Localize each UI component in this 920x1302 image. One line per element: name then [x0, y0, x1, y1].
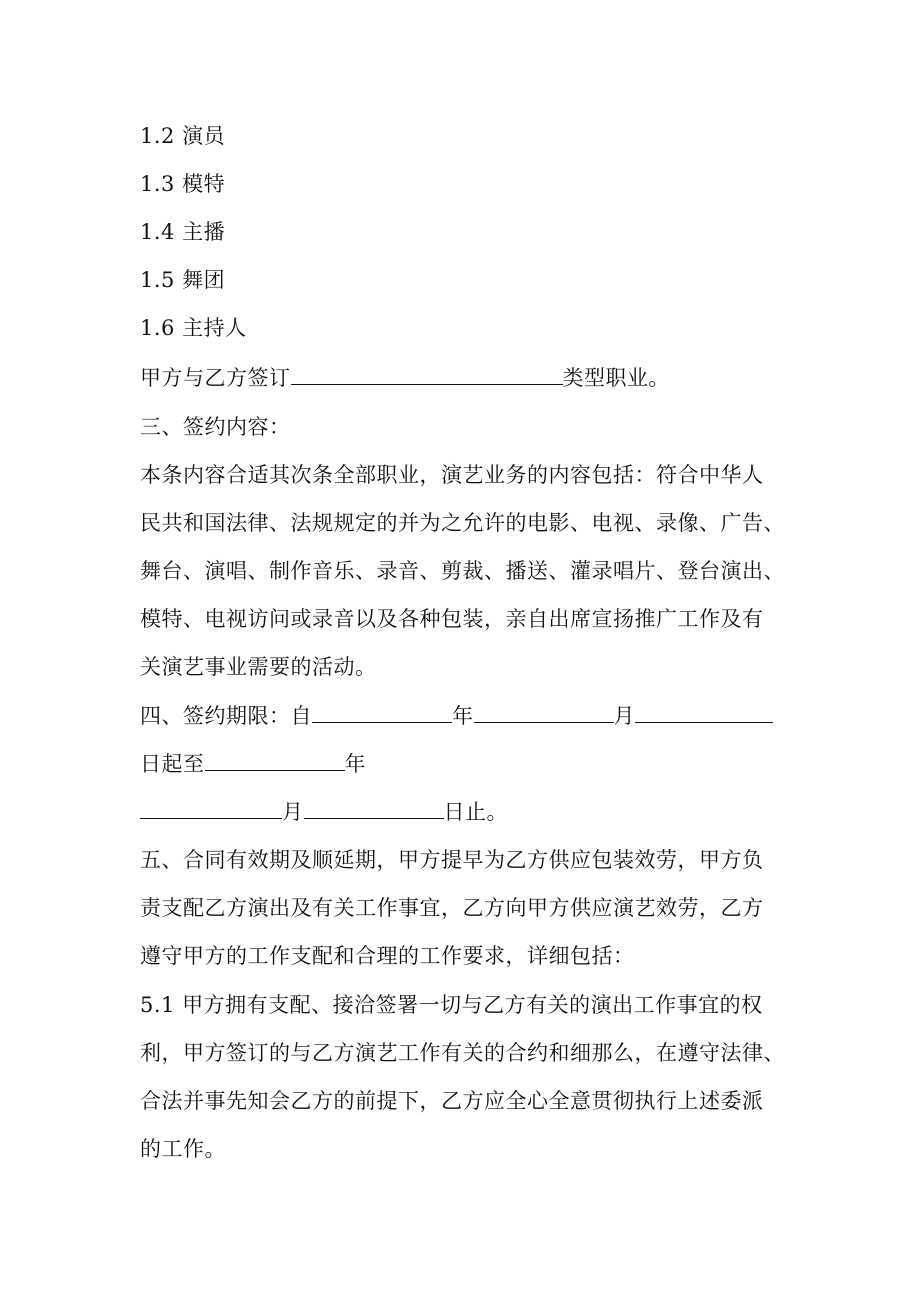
term-line-3: [140, 798, 508, 826]
start-year-blank: [312, 704, 452, 723]
paragraph-line: 民共和国法律、法规规定的并为之允许的电影、电视、录像、广告、: [140, 511, 785, 535]
month-label: 月: [613, 704, 635, 728]
list-item: 1.3 模特: [140, 172, 226, 196]
term-line-1: [140, 702, 773, 730]
paragraph-line: 合法并事先知会乙方的前提下，乙方应全心全意贯彻执行上述委派: [140, 1089, 764, 1113]
end-month-blank: [140, 800, 282, 819]
list-item: 1.6 主持人: [140, 316, 247, 340]
month-label: 月: [282, 800, 304, 824]
paragraph-line: 五、合同有效期及顺延期，甲方提早为乙方供应包装效劳，甲方负: [140, 848, 764, 872]
paragraph-line: 舞台、演唱、制作音乐、录音、剪裁、播送、灌录唱片、登台演出、: [140, 559, 785, 583]
year-label: 年: [344, 752, 366, 776]
sign-type-blank: [291, 366, 563, 385]
list-item: 1.4 主播: [140, 220, 226, 244]
section-three-heading: 三、签约内容：: [140, 415, 291, 439]
paragraph-line: 关演艺事业需要的活动。: [140, 655, 377, 679]
start-month-blank: [474, 704, 614, 723]
sign-type-suffix: 类型职业。: [562, 366, 670, 390]
day-from-label: 日起至: [140, 752, 205, 776]
term-line-2: [140, 750, 366, 778]
end-year-blank: [205, 752, 345, 771]
day-until-label: 日止。: [443, 800, 508, 824]
sign-type-line: [140, 364, 670, 392]
paragraph-line: 的工作。: [140, 1137, 226, 1161]
term-label: 四、签约期限：自: [140, 704, 312, 728]
paragraph-line: 遵守甲方的工作支配和合理的工作要求，详细包括：: [140, 944, 635, 968]
paragraph-line: 利，甲方签订的与乙方演艺工作有关的合约和细那么，在遵守法律、: [140, 1041, 785, 1065]
paragraph-line: 本条内容合适其次条全部职业，演艺业务的内容包括：符合中华人: [140, 463, 764, 487]
end-day-blank: [304, 800, 444, 819]
list-item: 1.5 舞团: [140, 268, 226, 292]
list-item: 1.2 演员: [140, 124, 226, 148]
start-day-blank: [635, 704, 773, 723]
year-label: 年: [452, 704, 474, 728]
sign-type-prefix: 甲方与乙方签订: [140, 366, 291, 390]
paragraph-line: 模特、电视访问或录音以及各种包装，亲自出席宣扬推广工作及有: [140, 607, 764, 631]
paragraph-line: 责支配乙方演出及有关工作事宜，乙方向甲方供应演艺效劳，乙方: [140, 896, 764, 920]
paragraph-line: 5.1 甲方拥有支配、接洽签署一切与乙方有关的演出工作事宜的权: [140, 993, 763, 1017]
